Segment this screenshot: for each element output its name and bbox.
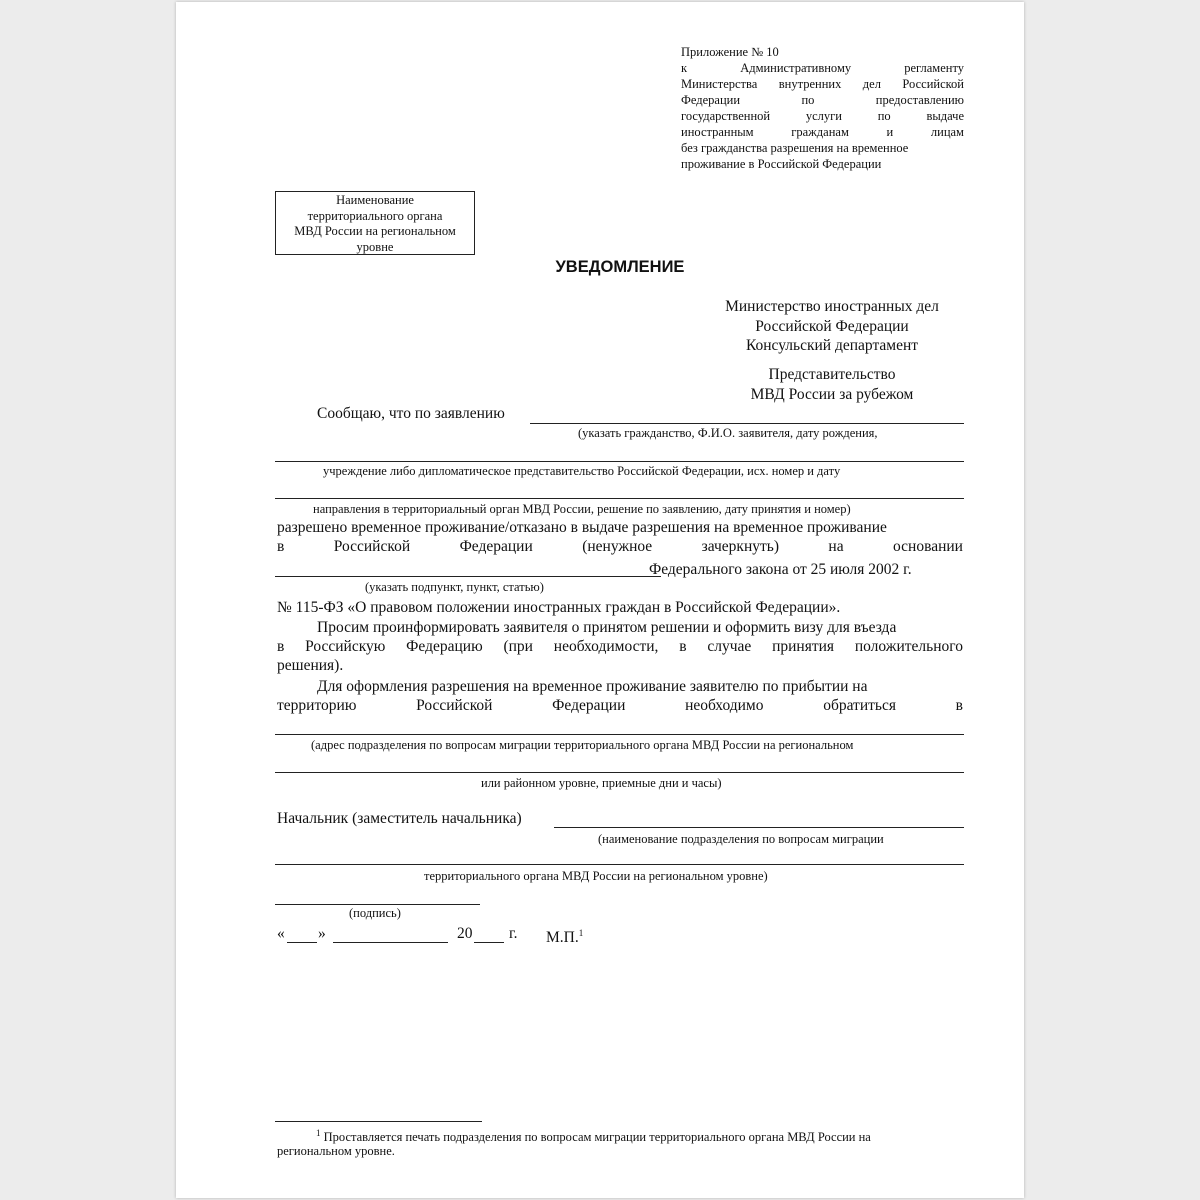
year-prefix: 20 [457,925,473,942]
word: в [955,697,963,714]
document-title: УВЕДОМЛЕНИЕ [555,258,685,276]
word: Российскую [305,638,386,655]
fill-line[interactable] [275,461,964,462]
caption-applicant: (указать гражданство, Ф.И.О. заявителя, дату рождения, [578,426,878,440]
federal-law-date: Федерального закона от 25 июля 2002 г. [649,561,912,578]
chief-label: Начальник (заместитель начальника) [277,810,522,827]
word: предоставлению [875,93,964,107]
word: в [277,538,285,555]
word: необходимо [685,697,764,714]
word: гражданам [791,125,849,139]
appendix-line-5 [681,124,964,140]
fill-line[interactable] [275,772,964,773]
footnote-line-2: региональном уровне. [277,1144,395,1158]
decision-line: разрешено временное проживание/отказано в выдаче разрешения на временное проживание [277,519,887,536]
year-fill-line[interactable] [474,942,504,943]
recipient-line: Представительство [768,366,896,383]
arrival-line-1: Для оформления разрешения на временное проживание заявителю по прибытии на [317,678,868,695]
word: внутренних [778,77,842,91]
word: территорию [277,697,357,714]
appendix-line-2 [681,76,964,92]
word: (при [503,638,533,655]
word: Федерацию [406,638,483,655]
footnote-mark: 1 [316,1128,321,1138]
day-fill-line[interactable] [287,942,317,943]
word: услуги [805,109,842,123]
recipient-line: Российской Федерации [755,317,909,335]
footnote-text: Проставляется печать подразделения по вопросам миграции территориального органа МВД России на [323,1130,871,1145]
appendix-line-6: без гражданства разрешения на временное [681,141,909,155]
word: Российской [902,77,964,91]
word: дел [862,77,881,91]
appendix-header [681,44,964,172]
appendix-number: Приложение № 10 [681,45,779,59]
stamp-place [546,924,583,947]
footnote-separator [275,1121,482,1122]
word: Федерации [681,93,741,107]
word: Федерации [552,697,626,714]
word: (ненужное [582,538,653,555]
request-line-3: решения). [277,657,344,674]
caption-signature: (подпись) [349,906,401,920]
word: принятия [772,638,835,655]
decision-basis-line [277,537,963,556]
org-box-line: территориального органа [307,208,443,223]
word: необходимости, [553,638,659,655]
fill-line[interactable] [275,864,964,865]
org-box-line: МВД России на региональном [294,224,456,238]
word: Российской [333,538,411,555]
signature-fill-line[interactable] [275,904,480,905]
word: лицам [930,125,964,139]
word: в [277,638,285,655]
word: случае [707,638,752,655]
word: обратиться [823,697,896,714]
word: положительного [854,638,963,655]
recipient-representation [700,365,964,404]
appendix-line-1 [681,60,964,76]
word: Федерации [459,538,533,555]
org-box-line: Наименование [336,193,414,207]
article-fill-line[interactable] [275,576,661,577]
word: на [828,538,844,555]
word: выдаче [926,109,964,123]
appendix-line-4 [681,108,964,124]
arrival-line-2 [277,696,963,715]
territorial-organ-box [275,191,475,255]
word: по [801,93,815,107]
word: Министерства [681,77,758,91]
date-quote-open: « [277,925,285,942]
word: и [886,125,894,139]
word: государственной [681,109,771,123]
word: в [679,638,687,655]
month-fill-line[interactable] [333,942,448,943]
recipient-mfa [700,297,964,356]
appendix-line-7: проживание в Российской Федерации [681,157,882,171]
caption-territorial-organ: территориального органа МВД России на региональном уровне) [424,869,768,883]
date-quote-close: » [318,925,326,942]
caption-department: (наименование подразделения по вопросам миграции [598,832,884,846]
year-suffix: г. [509,925,518,942]
caption-address: (адрес подразделения по вопросам миграции территориального органа МВД России на региональном [311,738,854,752]
word: регламенту [904,61,964,75]
report-intro: Сообщаю, что по заявлению [317,405,505,422]
stamp-label: М.П. [546,929,579,947]
application-fill-line[interactable] [530,423,964,424]
address-fill-line[interactable] [275,734,964,735]
word: иностранным [681,125,754,139]
caption-institution: учреждение либо дипломатическое представительство Российской Федерации, исх. номер и дату [323,464,841,478]
org-box-line: уровне [356,239,394,254]
recipient-line: МВД России за рубежом [750,385,914,403]
appendix-line-3 [681,92,964,108]
footnote-line-1 [316,1128,871,1145]
word: основании [893,538,963,555]
word: зачеркнуть) [701,538,779,555]
caption-direction: направления в территориальный орган МВД России, решение по заявлению, дату принятия и номер) [313,502,851,516]
department-fill-line[interactable] [554,827,964,828]
recipient-line: Министерство иностранных дел [725,298,939,315]
word: по [877,109,891,123]
word: Административному [740,61,852,75]
request-line-2 [277,637,963,656]
caption-reception-hours: или районном уровне, приемные дни и часы) [481,776,722,790]
recipient-line: Консульский департамент [745,337,919,354]
footnote-ref[interactable]: 1 [578,928,584,938]
law-number: № 115-ФЗ «О правовом положении иностранных граждан в Российской Федерации». [277,599,841,616]
word: к [681,61,688,75]
request-line-1: Просим проинформировать заявителя о принятом решении и оформить визу для въезда [317,619,897,636]
caption-article: (указать подпункт, пункт, статью) [365,580,544,594]
word: Российской [416,697,493,714]
fill-line[interactable] [275,498,964,499]
